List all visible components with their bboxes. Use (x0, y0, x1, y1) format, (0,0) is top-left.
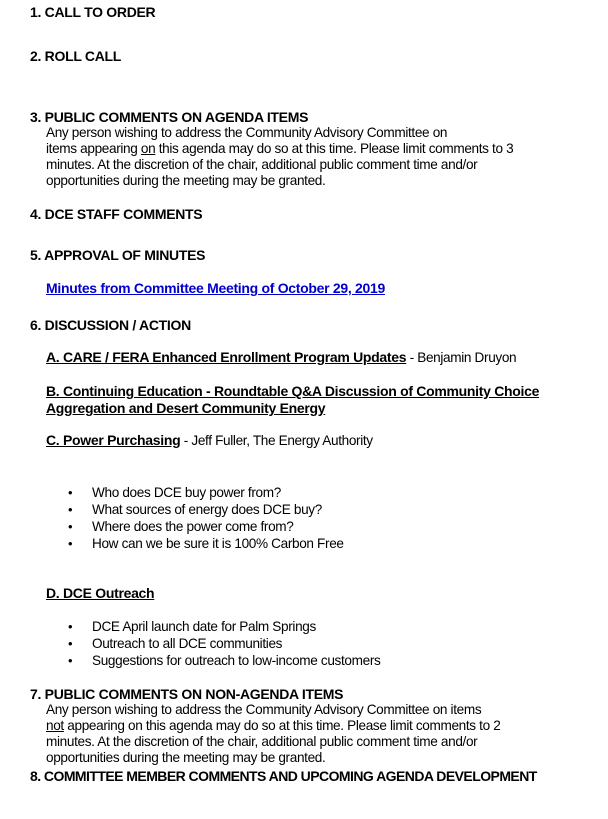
public-comments-text-line-2-end: this agenda may do so at this time. Please limit comments to 3 (155, 141, 514, 156)
outreach-bullet-list (68, 618, 380, 669)
non-agenda-text-line-1: Any person wishing to address the Community Advisory Committee on items (46, 702, 482, 717)
list-item: • Who does DCE buy power from? (68, 484, 344, 501)
non-agenda-text-line-4: opportunities during the meeting may be granted. (46, 750, 326, 765)
list-item: • Suggestions for outreach to low-income customers (68, 652, 380, 669)
agenda-item-roll-call: 2. ROLL CALL (30, 48, 122, 64)
agenda-item-public-comments: 3. PUBLIC COMMENTS ON AGENDA ITEMS (30, 109, 309, 125)
list-item: • DCE April launch date for Palm Springs (68, 618, 380, 635)
list-item: • What sources of energy does DCE buy? (68, 501, 344, 518)
discussion-item-c-title: C. Power Purchasing (46, 432, 181, 448)
non-agenda-underlined-word: not (46, 718, 64, 733)
public-comments-text-line-2 (46, 141, 513, 157)
discussion-item-d-title: D. DCE Outreach (46, 585, 155, 601)
list-item: • Where does the power come from? (68, 518, 344, 535)
discussion-item-a-presenter: - Benjamin Druyon (406, 350, 517, 365)
agenda-item-discussion-action: 6. DISCUSSION / ACTION (30, 317, 191, 333)
public-comments-text-line-2-start: items appearing (46, 141, 141, 156)
power-purchasing-bullet-list (68, 484, 344, 552)
minutes-link[interactable]: Minutes from Committee Meeting of October 29, 2019 (46, 280, 385, 296)
public-comments-text-line-4: opportunities during the meeting may be granted. (46, 173, 326, 188)
agenda-item-committee-member-comments: 8. COMMITTEE MEMBER COMMENTS AND UPCOMING AGENDA DEVELOPMENT (30, 768, 537, 784)
agenda-item-non-agenda-comments: 7. PUBLIC COMMENTS ON NON-AGENDA ITEMS (30, 686, 344, 702)
non-agenda-text-line-3: minutes. At the discretion of the chair, additional public comment time and/or (46, 734, 478, 749)
public-comments-text-line-1: Any person wishing to address the Community Advisory Committee on (46, 125, 448, 140)
discussion-item-a (46, 349, 516, 365)
discussion-item-b-line-2: Aggregation and Desert Community Energy (46, 400, 326, 416)
discussion-item-b-line-1: B. Continuing Education - Roundtable Q&A Discussion of Community Choice (46, 383, 540, 399)
agenda-item-approval-of-minutes: 5. APPROVAL OF MINUTES (30, 247, 206, 263)
agenda-item-call-to-order: 1. CALL TO ORDER (30, 4, 156, 20)
agenda-item-staff-comments: 4. DCE STAFF COMMENTS (30, 206, 203, 222)
non-agenda-text-line-2-end: appearing on this agenda may do so at this time. Please limit comments to 2 (63, 718, 501, 733)
public-comments-underlined-word: on (140, 141, 156, 156)
list-item: • Outreach to all DCE communities (68, 635, 380, 652)
list-item: • How can we be sure it is 100% Carbon Free (68, 535, 344, 552)
non-agenda-text-line-2 (46, 718, 500, 734)
discussion-item-a-title: A. CARE / FERA Enhanced Enrollment Program Updates (46, 349, 407, 365)
discussion-item-c (46, 432, 373, 448)
discussion-item-c-presenter: - Jeff Fuller, The Energy Authority (180, 433, 373, 448)
public-comments-text-line-3: minutes. At the discretion of the chair, additional public comment time and/or (46, 157, 478, 172)
